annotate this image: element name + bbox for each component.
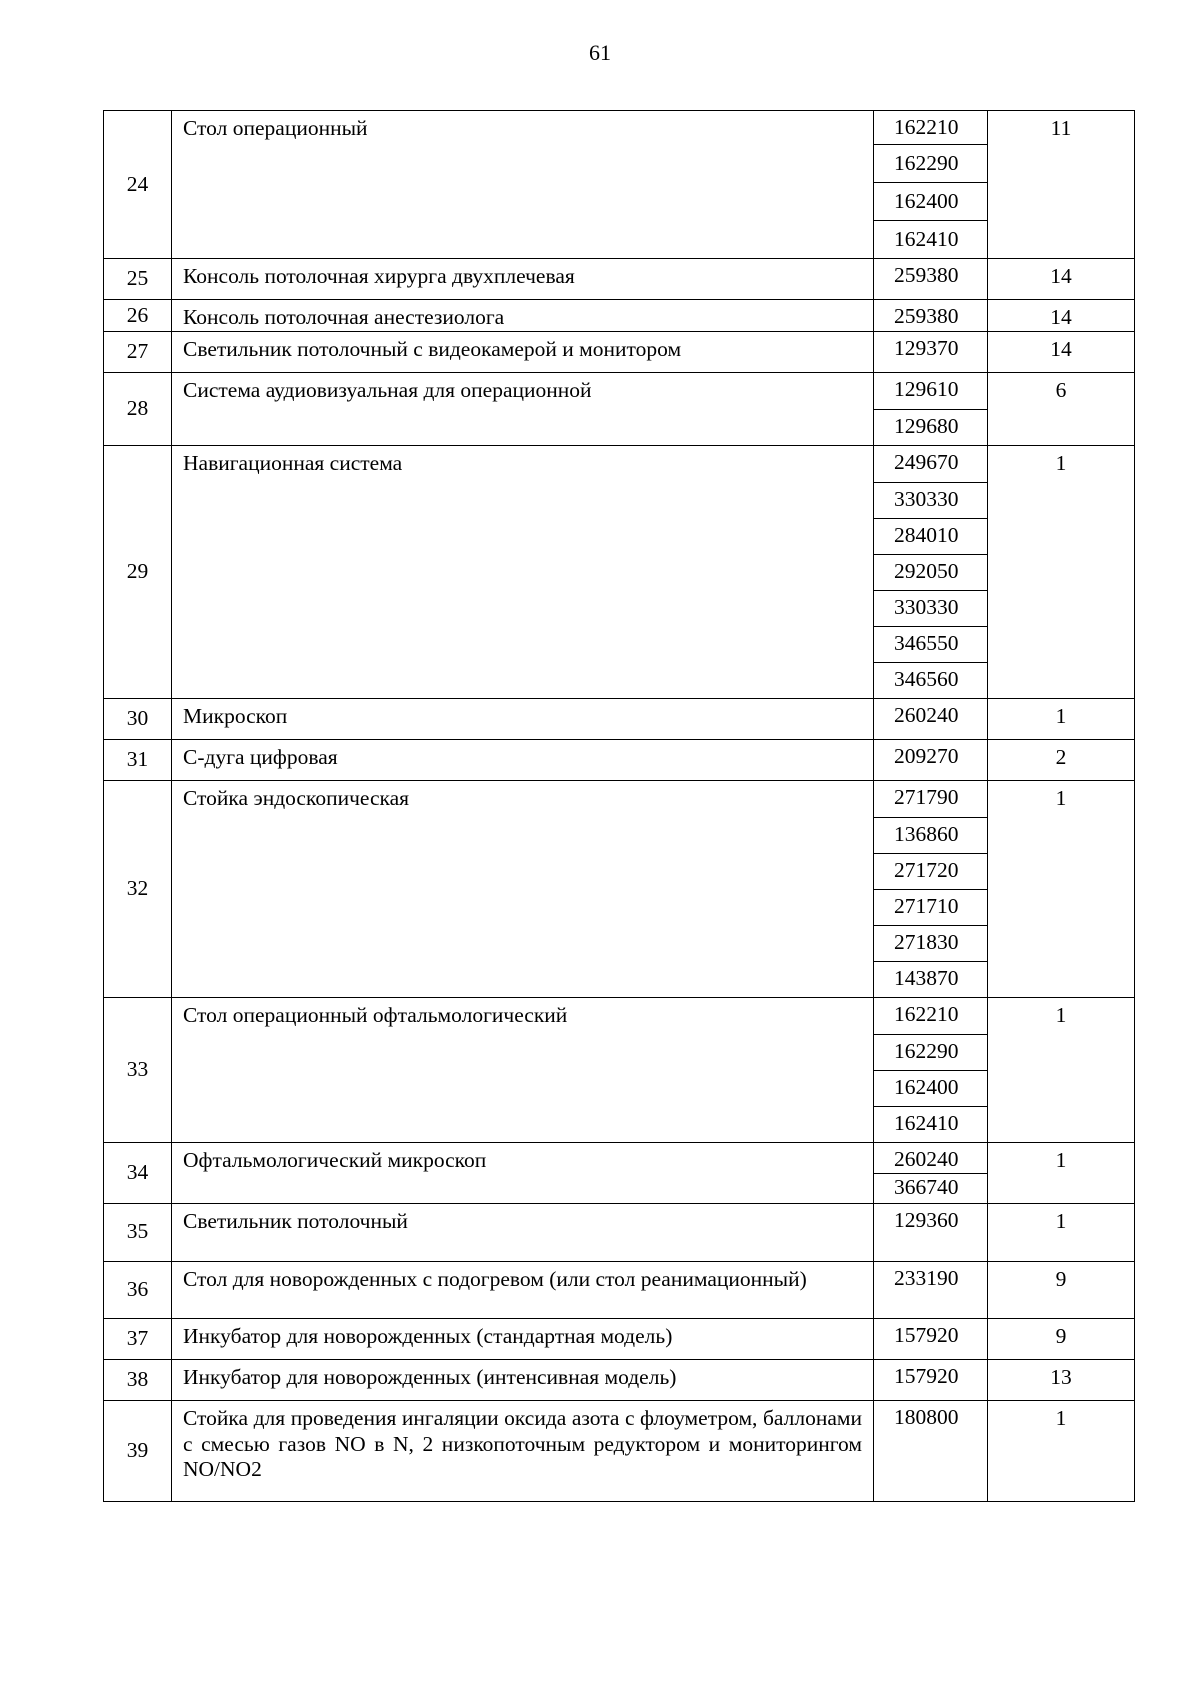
quantity: 1 xyxy=(988,1142,1135,1203)
page-number: 61 xyxy=(589,40,611,65)
table-row xyxy=(104,372,1135,445)
equipment-name-cell xyxy=(172,1142,874,1203)
equipment-name-cell xyxy=(172,1318,874,1359)
table-row xyxy=(104,739,1135,780)
quantity: 1 xyxy=(988,1203,1135,1261)
equipment-name: Светильник потолочный с видеокамерой и монитором xyxy=(183,336,682,361)
codes-cell xyxy=(874,1318,988,1359)
row-number: 26 xyxy=(104,300,172,332)
row-number: 38 xyxy=(104,1359,172,1400)
codes-cell xyxy=(874,1359,988,1400)
code-value: 162290 xyxy=(874,1034,987,1070)
quantity: 13 xyxy=(988,1359,1135,1400)
quantity: 1 xyxy=(988,1400,1135,1501)
quantity: 1 xyxy=(988,445,1135,698)
code-value: 162210 xyxy=(894,1001,959,1026)
code-value: 209270 xyxy=(894,743,959,768)
code-value: 129360 xyxy=(894,1207,959,1232)
codes-cell xyxy=(874,300,988,332)
code-value: 136860 xyxy=(874,817,987,853)
code-value: 162210 xyxy=(894,115,959,139)
code-value: 284010 xyxy=(874,518,987,554)
codes-cell xyxy=(874,698,988,739)
quantity: 9 xyxy=(988,1318,1135,1359)
code-value: 366740 xyxy=(874,1173,987,1203)
row-number: 39 xyxy=(104,1400,172,1501)
quantity: 11 xyxy=(988,111,1135,259)
equipment-name-cell xyxy=(172,1203,874,1261)
code-value: 260240 xyxy=(894,1146,959,1171)
codes-cell xyxy=(874,445,988,698)
equipment-table xyxy=(103,110,1135,1502)
equipment-name: Стойка эндоскопическая xyxy=(183,785,410,810)
table-row xyxy=(104,445,1135,698)
equipment-name-cell xyxy=(172,372,874,445)
row-number: 32 xyxy=(104,780,172,997)
table-row xyxy=(104,698,1135,739)
code-value: 271720 xyxy=(874,853,987,889)
code-value: 157920 xyxy=(894,1322,959,1347)
row-number: 29 xyxy=(104,445,172,698)
equipment-name-cell xyxy=(172,1261,874,1318)
row-number: 31 xyxy=(104,739,172,780)
equipment-name: Стол операционный офтальмологический xyxy=(183,1002,568,1027)
code-value: 259380 xyxy=(894,263,959,287)
code-value: 259380 xyxy=(894,304,959,328)
equipment-name: С-дуга цифровая xyxy=(183,744,338,769)
equipment-name: Консоль потолочная анестезиолога xyxy=(183,305,505,329)
table-row xyxy=(104,1261,1135,1318)
equipment-name-cell xyxy=(172,1359,874,1400)
equipment-name: Инкубатор для новорожденных (интенсивная модель) xyxy=(183,1364,677,1389)
quantity: 2 xyxy=(988,739,1135,780)
row-number: 24 xyxy=(104,111,172,259)
code-value: 346560 xyxy=(874,662,987,698)
code-value: 271710 xyxy=(874,889,987,925)
table-row xyxy=(104,1400,1135,1501)
code-value: 292050 xyxy=(874,554,987,590)
equipment-name-cell xyxy=(172,111,874,259)
equipment-name: Консоль потолочная хирурга двухплечевая xyxy=(183,264,575,288)
code-value: 162290 xyxy=(874,144,987,182)
code-value: 162400 xyxy=(874,182,987,220)
code-value: 129370 xyxy=(894,335,959,360)
table-row xyxy=(104,331,1135,372)
quantity: 14 xyxy=(988,331,1135,372)
row-number: 30 xyxy=(104,698,172,739)
code-value: 346550 xyxy=(874,626,987,662)
code-value: 162400 xyxy=(874,1070,987,1106)
code-value: 129610 xyxy=(894,376,959,401)
table-row xyxy=(104,1203,1135,1261)
codes-cell xyxy=(874,1142,988,1203)
row-number: 27 xyxy=(104,331,172,372)
code-value: 260240 xyxy=(894,702,959,727)
code-value: 162410 xyxy=(874,220,987,258)
quantity: 1 xyxy=(988,780,1135,997)
table-row xyxy=(104,1359,1135,1400)
codes-cell xyxy=(874,259,988,300)
table-row xyxy=(104,780,1135,997)
code-value: 162410 xyxy=(874,1106,987,1142)
codes-cell xyxy=(874,1203,988,1261)
equipment-name: Стол операционный xyxy=(183,116,368,140)
code-value: 233190 xyxy=(894,1265,959,1290)
equipment-name-cell xyxy=(172,1400,874,1501)
code-value: 129680 xyxy=(874,409,987,445)
equipment-name-cell xyxy=(172,739,874,780)
row-number: 35 xyxy=(104,1203,172,1261)
equipment-name: Светильник потолочный xyxy=(183,1208,408,1233)
row-number: 25 xyxy=(104,259,172,300)
row-number: 33 xyxy=(104,997,172,1142)
quantity: 14 xyxy=(988,259,1135,300)
codes-cell xyxy=(874,1400,988,1501)
codes-cell xyxy=(874,1261,988,1318)
equipment-name-cell xyxy=(172,300,874,332)
codes-cell xyxy=(874,111,988,259)
quantity: 6 xyxy=(988,372,1135,445)
quantity: 1 xyxy=(988,997,1135,1142)
code-value: 180800 xyxy=(894,1404,959,1429)
equipment-name-cell xyxy=(172,780,874,997)
equipment-name-cell xyxy=(172,445,874,698)
row-number: 37 xyxy=(104,1318,172,1359)
code-value: 330330 xyxy=(874,590,987,626)
equipment-name: Стол для новорожденных с подогревом (или стол реанимационный) xyxy=(183,1266,807,1291)
equipment-name-cell xyxy=(172,997,874,1142)
table-row xyxy=(104,111,1135,259)
table-row xyxy=(104,1142,1135,1203)
code-value: 157920 xyxy=(894,1363,959,1388)
equipment-name-cell xyxy=(172,698,874,739)
table-row xyxy=(104,1318,1135,1359)
code-value: 271790 xyxy=(894,784,959,809)
equipment-name: Стойка для проведения ингаляции оксида азота с флоуметром, баллонами с смесью газов NO в N, 2 низкопоточным редуктором и мониторингом NO/NO2 xyxy=(183,1405,862,1482)
code-value: 330330 xyxy=(874,482,987,518)
table-row xyxy=(104,300,1135,332)
code-value: 271830 xyxy=(874,925,987,961)
equipment-name: Инкубатор для новорожденных (стандартная модель) xyxy=(183,1323,673,1348)
table-row xyxy=(104,997,1135,1142)
row-number: 34 xyxy=(104,1142,172,1203)
code-value: 143870 xyxy=(874,961,987,997)
codes-cell xyxy=(874,780,988,997)
row-number: 28 xyxy=(104,372,172,445)
code-value: 249670 xyxy=(894,449,959,474)
table-row xyxy=(104,259,1135,300)
codes-cell xyxy=(874,739,988,780)
quantity: 9 xyxy=(988,1261,1135,1318)
equipment-name-cell xyxy=(172,259,874,300)
equipment-name: Микроскоп xyxy=(183,703,288,728)
equipment-name: Навигационная система xyxy=(183,450,403,475)
row-number: 36 xyxy=(104,1261,172,1318)
codes-cell xyxy=(874,372,988,445)
quantity: 1 xyxy=(988,698,1135,739)
codes-cell xyxy=(874,997,988,1142)
quantity: 14 xyxy=(988,300,1135,332)
equipment-name-cell xyxy=(172,331,874,372)
equipment-name: Офтальмологический микроскоп xyxy=(183,1147,487,1172)
equipment-name: Система аудиовизуальная для операционной xyxy=(183,377,592,402)
codes-cell xyxy=(874,331,988,372)
